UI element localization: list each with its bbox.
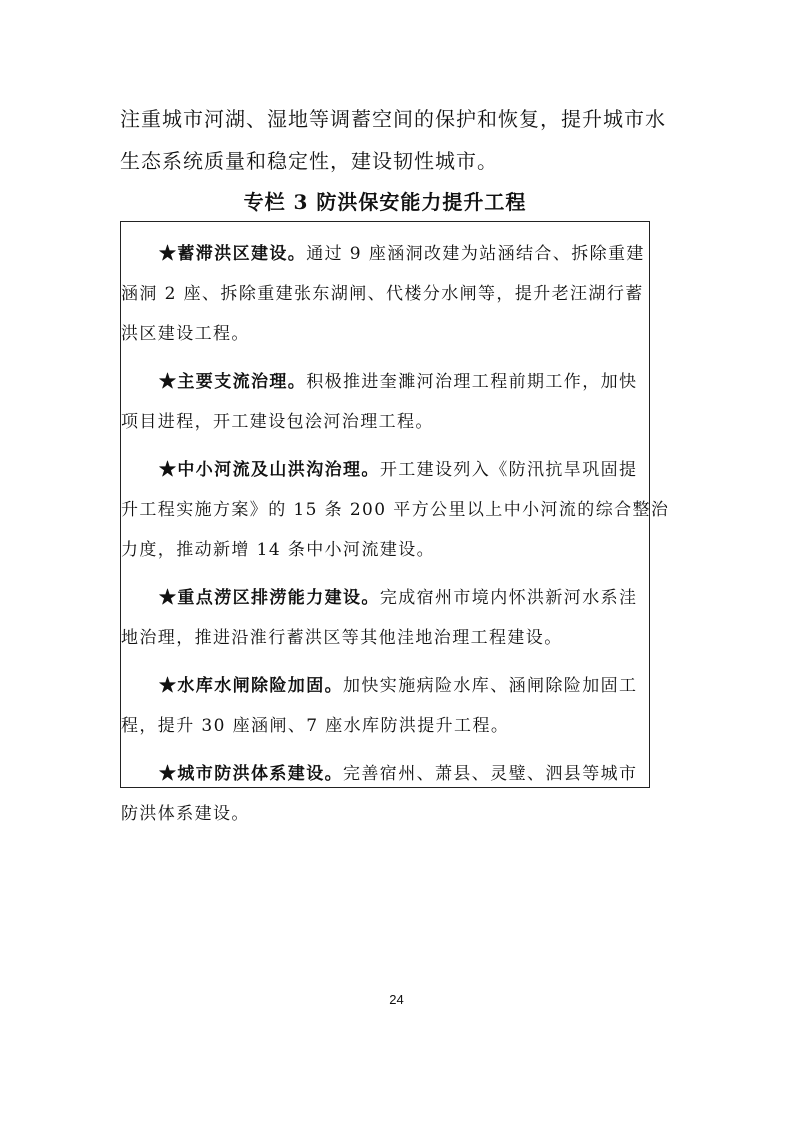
column-title: 专栏 3 防洪保安能力提升工程 xyxy=(243,190,527,214)
item-first-line xyxy=(121,578,649,618)
column-box xyxy=(120,221,670,824)
column-item xyxy=(121,754,649,834)
page-number: 24 xyxy=(389,992,404,1007)
item-heading: ★中小河流及山洪沟治理。 xyxy=(159,460,380,480)
column-item xyxy=(121,362,649,442)
item-line: 涵洞 2 座、拆除重建张东湖闸、代楼分水闸等，提升老汪湖行蓄 xyxy=(121,284,644,304)
item-text: 完成宿州市境内怀洪新河水系洼 xyxy=(379,588,638,608)
item-first-line xyxy=(121,754,649,794)
item-line: 项目进程，开工建设包浍河治理工程。 xyxy=(121,412,434,432)
item-text: 完善宿州、萧县、灵璧、泗县等城市 xyxy=(343,764,638,784)
intro-line: 注重城市河湖、湿地等调蓄空间的保护和恢复，提升城市水 xyxy=(120,107,666,131)
item-heading: ★水库水闸除险加固。 xyxy=(159,676,343,696)
item-line: 程，提升 30 座涵闸、7 座水库防洪提升工程。 xyxy=(121,716,510,736)
intro-paragraph xyxy=(120,98,680,182)
item-line: 防洪体系建设。 xyxy=(121,804,250,824)
item-text: 加快实施病险水库、涵闸除险加固工 xyxy=(343,676,638,696)
column-item xyxy=(121,234,649,354)
item-heading: ★重点涝区排涝能力建设。 xyxy=(159,588,380,608)
item-line: 地治理，推进沿淮行蓄洪区等其他洼地治理工程建设。 xyxy=(121,628,563,648)
item-text: 通过 9 座涵洞改建为站涵结合、拆除重建 xyxy=(306,244,645,264)
item-line: 力度，推动新增 14 条中小河流建设。 xyxy=(121,540,436,560)
item-first-line xyxy=(121,450,649,490)
item-first-line xyxy=(121,666,649,706)
item-text: 开工建设列入《防汛抗旱巩固提 xyxy=(379,460,638,480)
item-text: 积极推进奎濉河治理工程前期工作，加快 xyxy=(306,372,638,392)
column-content xyxy=(121,234,670,842)
item-line: 升工程实施方案》的 15 条 200 平方公里以上中小河流的综合整治 xyxy=(121,500,670,520)
item-heading: ★城市防洪体系建设。 xyxy=(159,764,343,784)
item-heading: ★主要支流治理。 xyxy=(159,372,307,392)
column-item xyxy=(121,578,649,658)
intro-line: 生态系统质量和稳定性，建设韧性城市。 xyxy=(120,149,498,173)
item-first-line xyxy=(121,362,649,402)
item-first-line xyxy=(121,234,649,274)
item-heading: ★蓄滞洪区建设。 xyxy=(159,244,307,264)
column-item xyxy=(121,450,670,570)
item-line: 洪区建设工程。 xyxy=(121,324,250,344)
column-item xyxy=(121,666,649,746)
